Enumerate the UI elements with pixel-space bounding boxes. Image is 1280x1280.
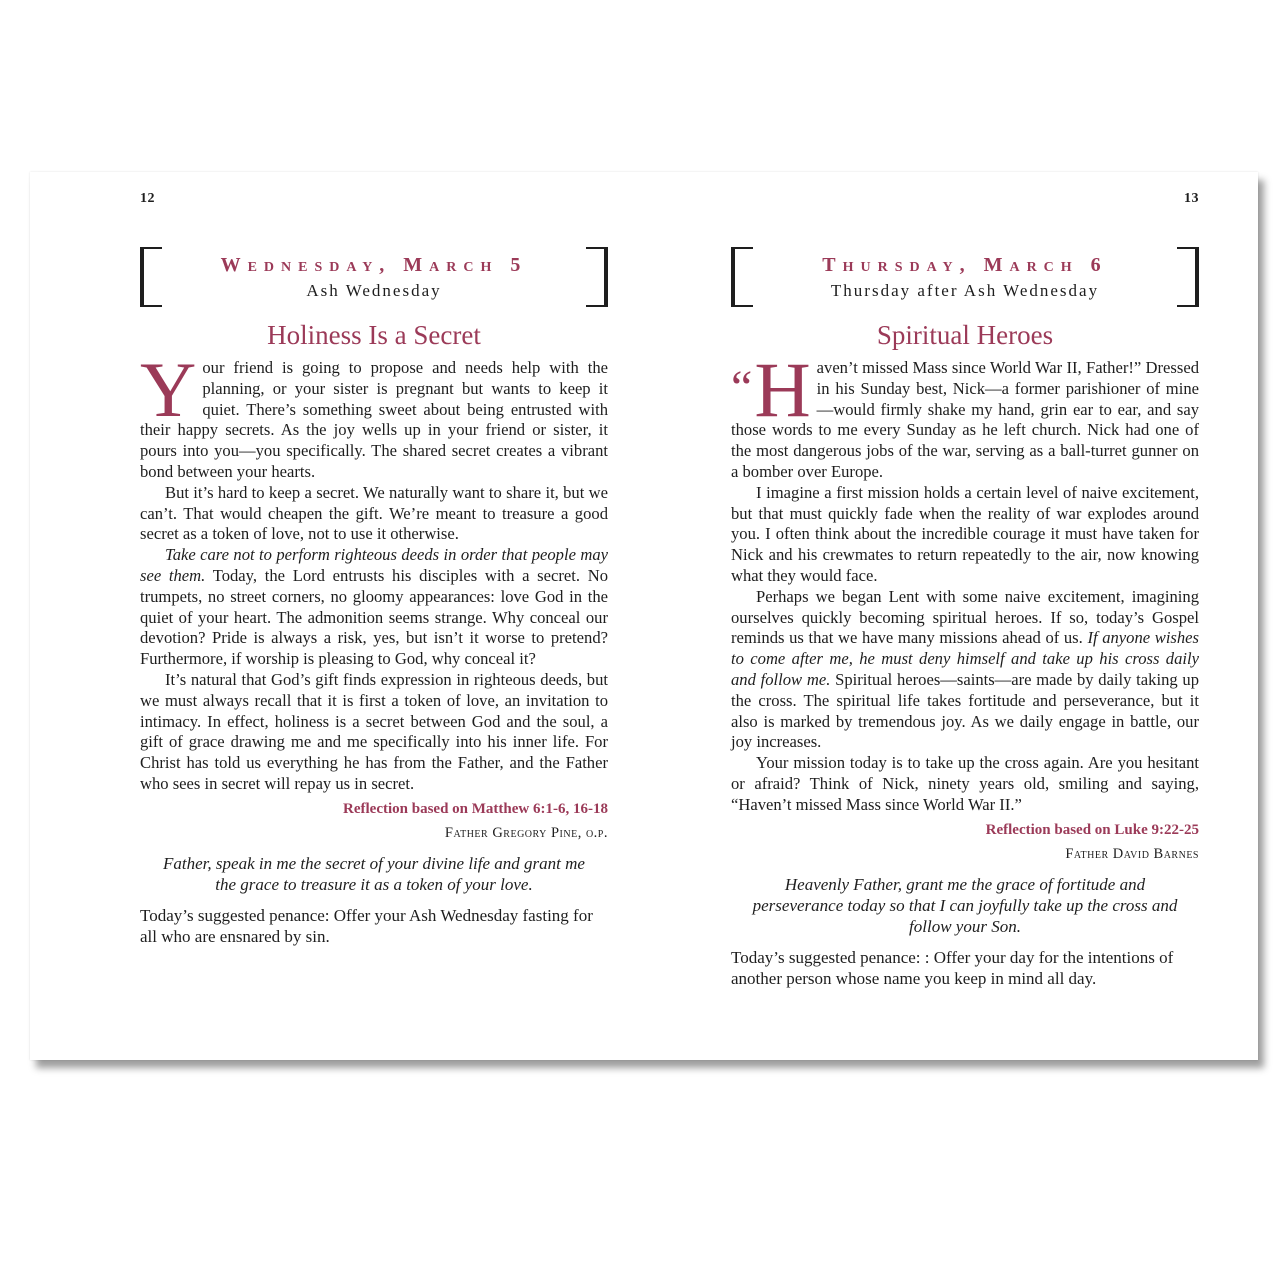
drop-cap bbox=[731, 346, 811, 433]
page-number: 12 bbox=[140, 191, 155, 206]
suggested-penance: Today’s suggested penance: Offer your Ash Wednesday fasting for all who are ensnared by sin. bbox=[140, 905, 593, 946]
paragraph: It’s natural that God’s gift finds expression in righteous deeds, but we must always recall that it is first a token of love, an invitation to intimacy. In effect, holiness is a secret between God and the soul, a gift of grace drawing me and me specifically into his inner life. For Christ has told us everything he has from the Father, and the Father who sees in secret will repay us in secret. bbox=[140, 669, 608, 793]
open-quote: “ bbox=[731, 361, 753, 414]
scripture-reference: Reflection based on Matthew 6:1-6, 16-18 bbox=[343, 800, 608, 817]
reflection-title: Spiritual Heroes bbox=[876, 320, 1054, 350]
reflection-body bbox=[731, 346, 1200, 989]
page-number: 13 bbox=[1184, 191, 1199, 206]
paragraph bbox=[731, 346, 1199, 483]
date-header bbox=[140, 247, 608, 307]
scripture-quote: If anyone wishes to come after me, he must deny himself and take up his cross daily and follow me. bbox=[731, 628, 1200, 689]
paragraph bbox=[140, 346, 608, 483]
scripture-reference: Reflection based on Luke 9:22-25 bbox=[985, 821, 1199, 838]
date-heading: Wednesday, March 5 bbox=[220, 254, 528, 276]
suggested-penance: Today’s suggested penance: : Offer your day for the intentions of another person whose name you keep in mind all day. bbox=[731, 947, 1174, 988]
left-page bbox=[140, 172, 608, 1052]
paragraph bbox=[731, 587, 1199, 753]
drop-cap-letter: H bbox=[754, 346, 811, 433]
liturgical-day: Ash Wednesday bbox=[306, 281, 442, 300]
author-name: Father Gregory Pine, o.p. bbox=[444, 824, 608, 841]
date-heading: Thursday, March 6 bbox=[822, 254, 1108, 276]
drop-cap: Y bbox=[140, 346, 197, 433]
paragraph-text: Perhaps we began Lent with some naive excitement, imagining ourselves quickly becoming spiritual heroes. If so, today’s Gospel reminds us that we have many missions ahead of us. bbox=[731, 586, 1199, 648]
date-header bbox=[731, 247, 1199, 307]
prayer: Heavenly Father, grant me the grace of fortitude and perseverance today so that I can joyfully take up the cross and follow your Son. bbox=[752, 874, 1178, 936]
right-page bbox=[731, 172, 1199, 1052]
author-name: Father David Barnes bbox=[1065, 845, 1199, 862]
paragraph-text: Spiritual heroes—saints—are made by daily taking up the cross. The spiritual life takes fortitude and perseverance, but it also is marked by tremendous joy. As we daily engage in battle, our joy increases. bbox=[731, 669, 1199, 752]
close-bracket-icon bbox=[1177, 247, 1199, 307]
book-spread bbox=[30, 172, 1258, 1060]
scripture-quote: Take care not to perform righteous deeds in order that people may see them. bbox=[140, 545, 608, 585]
paragraph bbox=[140, 545, 608, 670]
paragraph: But it’s hard to keep a secret. We naturally want to share it, but we can’t. That would cheapen the gift. We’re meant to treasure a good secret as a token of love, not to use it otherwise. bbox=[140, 482, 608, 544]
liturgical-day: Thursday after Ash Wednesday bbox=[830, 281, 1100, 300]
close-bracket-icon bbox=[586, 247, 608, 307]
paragraph-text: Today, the Lord entrusts his disciples with a secret. No trumpets, no street corners, no gloomy appearances: love God in the quiet of your heart. The admonition seems strange. Why conceal our devotion? Pride is always a risk, yes, but isn’t it worse to pretend? Furthermore, if worship is pleasing to God, why conceal it? bbox=[140, 565, 608, 669]
paragraph: Your mission today is to take up the cross again. Are you hesitant or afraid? Think of Nick, ninety years old, smiling and saying, “Haven’t missed Mass since World War II.” bbox=[731, 753, 1199, 814]
paragraph: I imagine a first mission holds a certain level of naive excitement, but that must quickly fade when the reality of war explodes around you. I often think about the incredible courage it must have taken for Nick and his crewmates to return repeatedly to the air, now knowing what they would face. bbox=[731, 482, 1199, 585]
paragraph-text: aven’t missed Mass since World War II, Father!” Dressed in his Sunday best, Nick—a former parishioner of mine—would firmly shake my hand, grin ear to ear, and say those words to me every Sunday as he left church. Nick had one of the most dangerous jobs of the war, serving as a ball-turret gunner on a bomber over Europe. bbox=[731, 358, 1199, 481]
paragraph-text: our friend is going to propose and needs help with the planning, or your sister is pregnant but wants to keep it quiet. There’s something sweet about being entrusted with their happy secrets. As the joy wells up in your friend or sister, it pours into you—you specifically. The shared secret creates a vibrant bond between your hearts. bbox=[140, 358, 608, 481]
prayer: Father, speak in me the secret of your divine life and grant me the grace to treasure it as a token of your love. bbox=[163, 853, 585, 894]
reflection-title: Holiness Is a Secret bbox=[267, 320, 481, 350]
reflection-body bbox=[140, 346, 608, 947]
